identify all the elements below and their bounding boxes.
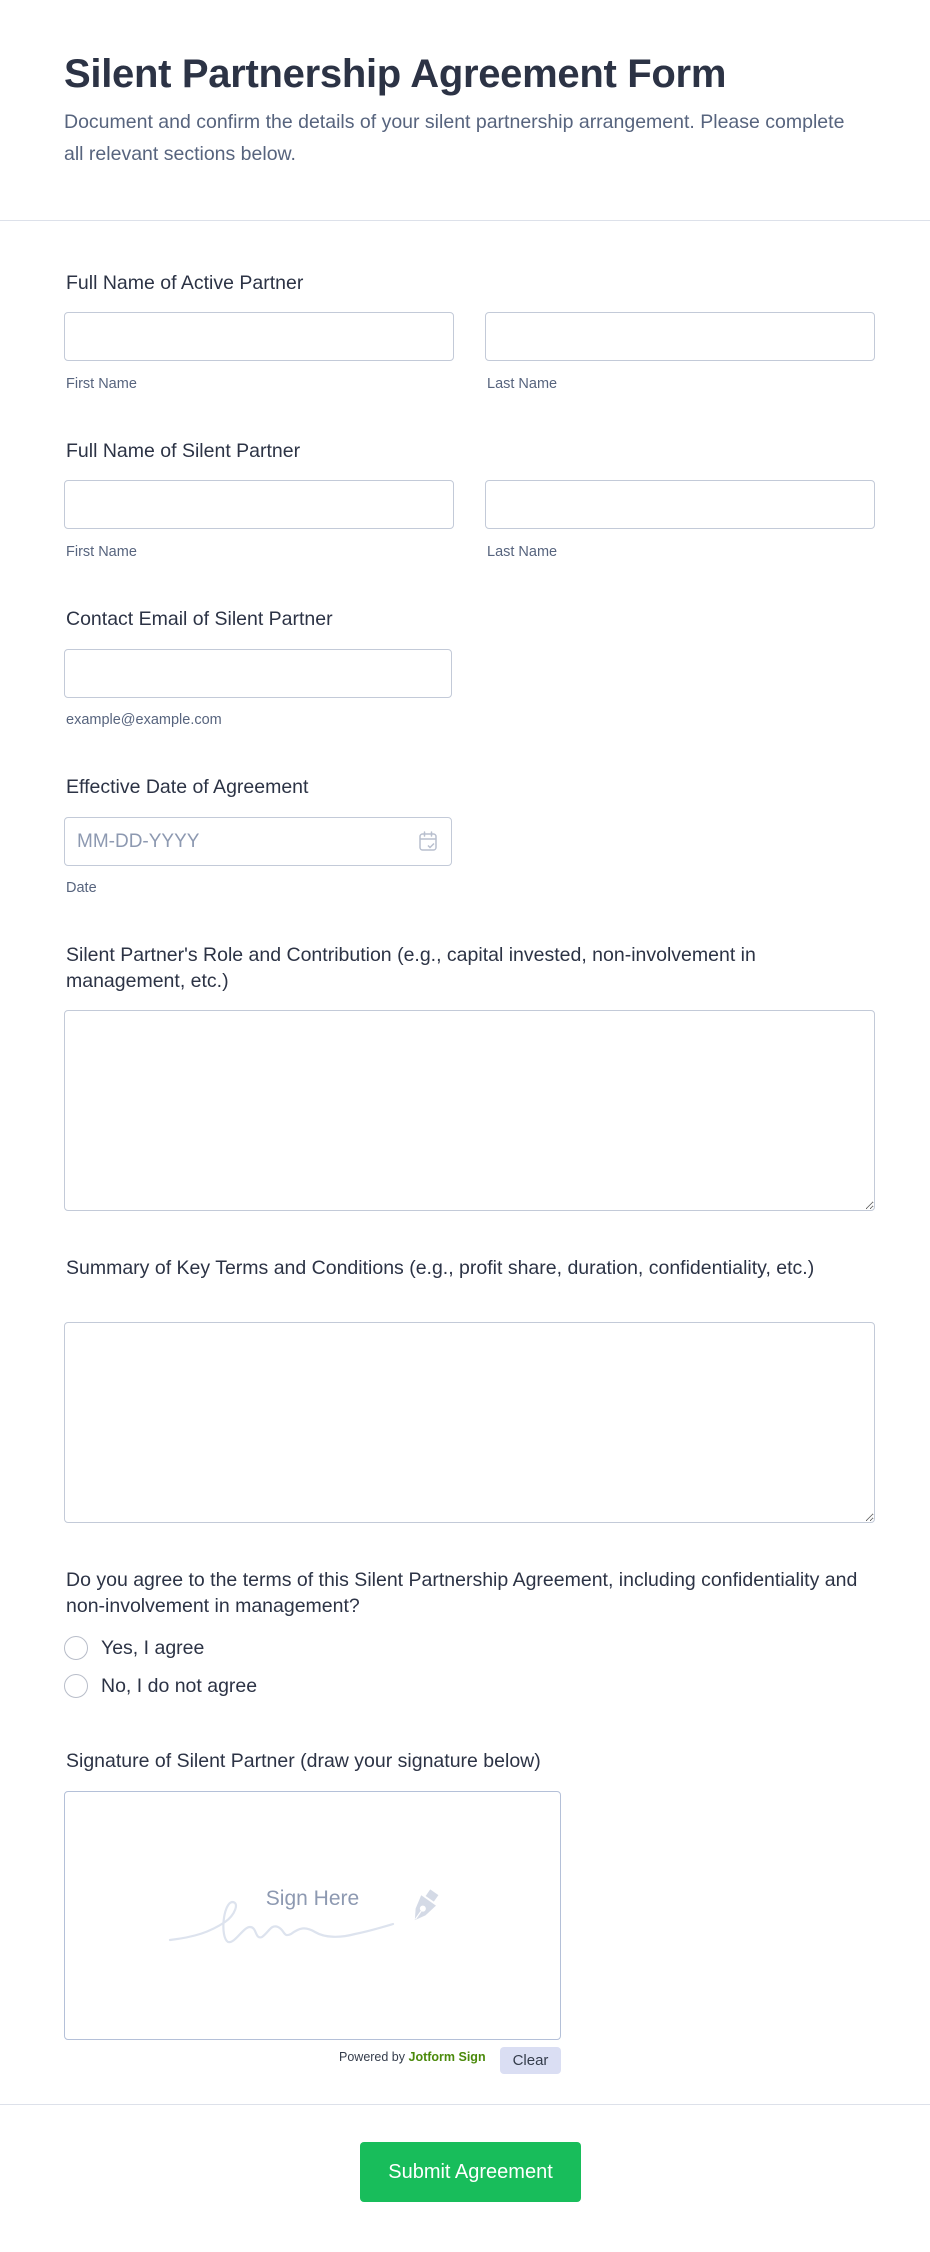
email-sublabel: example@example.com	[66, 712, 222, 728]
form-header	[0, 0, 930, 221]
active-partner-last-name-input[interactable]	[485, 312, 875, 361]
terms-textarea[interactable]	[64, 1322, 875, 1523]
silent-partner-first-name-input[interactable]	[64, 480, 454, 529]
footer-divider	[0, 2104, 930, 2105]
date-input[interactable]	[64, 817, 452, 866]
active-partner-first-name-input[interactable]	[64, 312, 454, 361]
silent-partner-first-name-sublabel: First Name	[66, 544, 137, 560]
calendar-icon[interactable]	[418, 830, 438, 852]
radio-circle-no[interactable]	[64, 1674, 88, 1698]
submit-agreement-button[interactable]: Submit Agreement	[360, 2142, 581, 2202]
radio-circle-yes[interactable]	[64, 1636, 88, 1660]
silent-partner-last-name-input[interactable]	[485, 480, 875, 529]
sign-here-placeholder: Sign Here	[265, 1887, 360, 1910]
powered-by-text	[339, 2050, 486, 2064]
radio-option-no[interactable]	[64, 1674, 257, 1698]
active-partner-label: Full Name of Active Partner	[66, 272, 304, 294]
jotform-sign-link[interactable]: Jotform Sign	[408, 2050, 486, 2064]
terms-label: Summary of Key Terms and Conditions (e.g., profit share, duration, confidentiality, etc.)	[66, 1257, 815, 1279]
page-subtitle: Document and confirm the details of your silent partnership arrangement. Please complete all relevant sections below.	[64, 111, 845, 165]
silent-partner-label: Full Name of Silent Partner	[66, 440, 301, 462]
radio-option-yes[interactable]	[64, 1636, 204, 1660]
signature-pad[interactable]	[64, 1791, 561, 2040]
powered-by-label: Powered by	[339, 2050, 406, 2064]
email-input[interactable]	[64, 649, 452, 698]
signature-label: Signature of Silent Partner (draw your signature below)	[66, 1750, 541, 1772]
active-partner-first-name-sublabel: First Name	[66, 376, 137, 392]
agreement-label: Do you agree to the terms of this Silent Partnership Agreement, including confidentiality and non-involvement in management?	[66, 1569, 858, 1617]
date-sublabel: Date	[66, 880, 97, 896]
clear-signature-button[interactable]: Clear	[500, 2047, 561, 2074]
page-title: Silent Partnership Agreement Form	[64, 52, 727, 96]
role-textarea[interactable]	[64, 1010, 875, 1211]
radio-label-yes: Yes, I agree	[101, 1636, 205, 1659]
active-partner-last-name-sublabel: Last Name	[487, 376, 558, 392]
role-label: Silent Partner's Role and Contribution (e.g., capital invested, non-involvement in management, etc.)	[66, 944, 756, 992]
email-label: Contact Email of Silent Partner	[66, 608, 333, 630]
date-label: Effective Date of Agreement	[66, 776, 309, 798]
silent-partner-last-name-sublabel: Last Name	[487, 544, 558, 560]
radio-label-no: No, I do not agree	[101, 1674, 258, 1697]
